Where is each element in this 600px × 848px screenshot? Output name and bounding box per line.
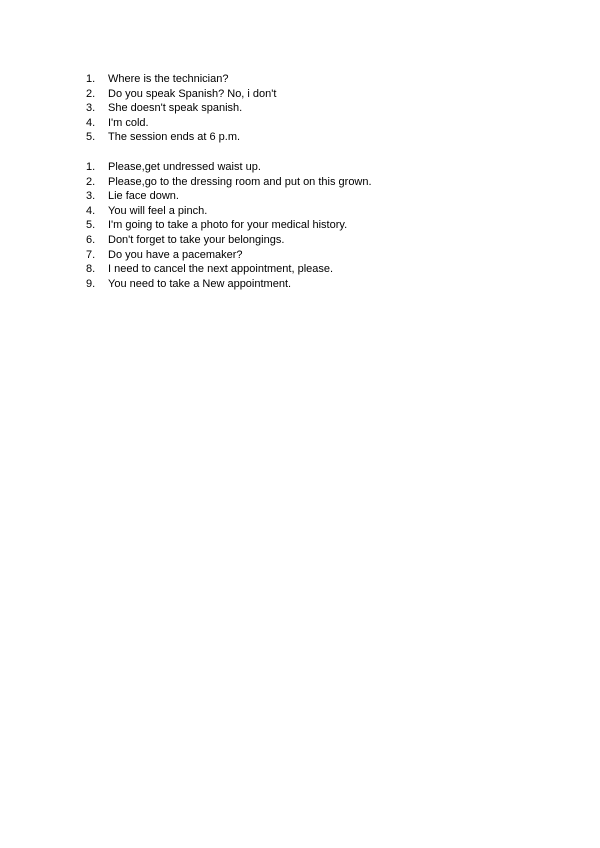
item-text: I'm cold. [108,116,149,129]
item-text: I'm going to take a photo for your medical history. [108,219,348,232]
item-text: She doesn't speak spanish. [108,102,243,115]
list-item [86,204,372,219]
item-number: 8. [86,263,96,276]
item-text: Please,go to the dressing room and put on this grown. [108,175,372,188]
list-item [86,101,276,116]
item-number: 4. [86,116,96,129]
item-number: 5. [86,131,96,144]
item-number: 2. [86,87,96,100]
item-number: 6. [86,233,96,246]
list-item [86,130,276,145]
item-number: 3. [86,102,96,115]
item-number: 3. [86,190,96,203]
item-text: I need to cancel the next appointment, please. [108,263,334,276]
list-item [86,72,276,87]
item-text: You need to take a New appointment. [108,277,292,290]
list-item [86,248,372,263]
item-text: The session ends at 6 p.m. [108,131,241,144]
list-item [86,189,372,204]
item-number: 9. [86,277,96,290]
list-item [86,233,372,248]
item-text: Do you have a pacemaker? [108,248,243,261]
item-text: Don't forget to take your belongings. [108,233,285,246]
list-item [86,277,372,292]
list-item [86,218,372,233]
item-number: 2. [86,175,96,188]
list-item [86,160,372,175]
phrase-list-2 [86,160,372,291]
item-number: 5. [86,219,96,232]
item-number: 4. [86,204,96,217]
list-item [86,175,372,190]
list-item [86,262,372,277]
item-text: Please,get undressed waist up. [108,161,261,173]
list-item [86,87,276,102]
phrase-list-1 [86,72,276,145]
list-item [86,116,276,131]
item-text: You will feel a pinch. [108,204,208,217]
item-number: 1. [86,73,96,85]
item-number: 7. [86,248,96,261]
item-text: Do you speak Spanish? No, i don't [108,87,277,100]
item-number: 1. [86,161,96,173]
item-text: Lie face down. [108,190,179,203]
item-text: Where is the technician? [108,73,229,85]
